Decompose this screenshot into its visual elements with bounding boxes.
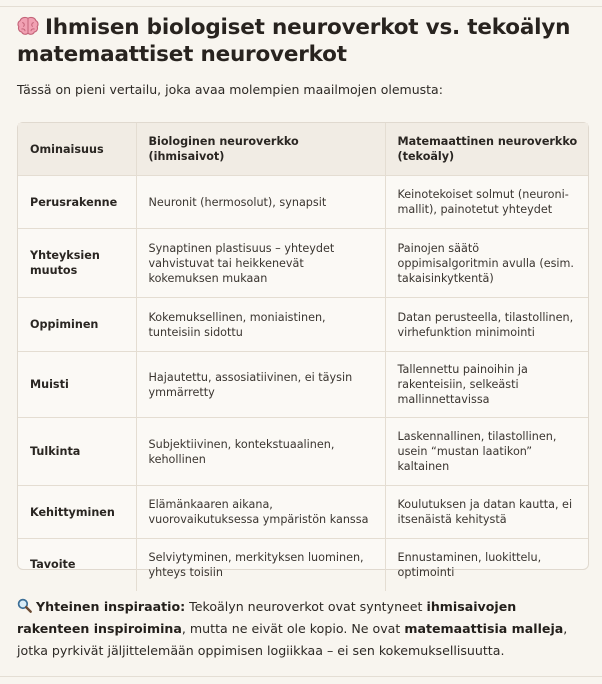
comparison-table xyxy=(17,122,589,579)
inspiration-emphasis-1: ihmisaivojen rakenteen inspiroimina xyxy=(17,599,517,636)
intro-text: Tässä on pieni vertailu, joka avaa molempien maailmojen olemusta: xyxy=(17,82,443,97)
column-header-feature: Ominaisuus xyxy=(18,123,136,176)
bottom-divider xyxy=(0,676,602,677)
biological-cell: Selviytyminen, merkityksen luominen, yhteys toisiin xyxy=(136,539,385,591)
feature-cell: Yhteyksien muutos xyxy=(18,229,136,298)
table-row xyxy=(18,298,588,352)
feature-cell: Perusrakenne xyxy=(18,176,136,229)
table-row xyxy=(18,486,588,539)
mathematical-cell: Koulutuksen ja datan kautta, ei itsenäistä kehitystä xyxy=(385,486,588,539)
column-header-biological: Biologinen neuroverkko (ihmisaivot) xyxy=(136,123,385,176)
biological-cell: Hajautettu, assosiatiivinen, ei täysin ymmärretty xyxy=(136,352,385,418)
brain-icon xyxy=(17,16,39,36)
top-divider xyxy=(0,0,602,7)
page-title-text: Ihmisen biologiset neuroverkot vs. tekoälyn matemaattiset neuroverkot xyxy=(17,15,571,67)
magnifier-icon xyxy=(17,598,32,613)
table-row xyxy=(18,176,588,229)
feature-cell: Tulkinta xyxy=(18,418,136,486)
biological-cell: Synaptinen plastisuus – yhteydet vahvistuvat tai heikkenevät kokemuksen mukaan xyxy=(136,229,385,298)
inspiration-text-1: Tekoälyn neuroverkot ovat syntyneet xyxy=(185,599,427,614)
table-row xyxy=(18,418,588,486)
mathematical-cell: Laskennallinen, tilastollinen, usein “mustan laatikon” kaltainen xyxy=(385,418,588,486)
mathematical-cell: Keinotekoiset solmut (neuroni-mallit), painotetut yhteydet xyxy=(385,176,588,229)
mathematical-cell: Ennustaminen, luokittelu, optimointi xyxy=(397,550,542,579)
inspiration-text-2: , mutta ne eivät ole kopio. Ne ovat xyxy=(181,621,405,636)
inspiration-emphasis-2: matemaattisia malleja xyxy=(404,621,564,636)
biological-cell: Subjektiivinen, kontekstuaalinen, kehollinen xyxy=(136,418,385,486)
table-row xyxy=(18,539,588,591)
mathematical-cell: Datan perusteella, tilastollinen, virhefunktion minimointi xyxy=(385,298,588,352)
column-header-mathematical: Matemaattinen neuroverkko (tekoäly) xyxy=(385,123,588,176)
feature-cell: Oppiminen xyxy=(18,298,136,352)
table-header-row xyxy=(18,123,588,176)
table-row xyxy=(18,229,588,298)
feature-cell: Kehittyminen xyxy=(18,486,136,539)
inspiration-label: Yhteinen inspiraatio: xyxy=(36,599,186,614)
table-row xyxy=(18,352,588,418)
mathematical-cell: Painojen säätö oppimisalgoritmin avulla (esim. takaisinkytkentä) xyxy=(385,229,588,298)
inspiration-text-3: , jotka pyrkivät jäljittelemään oppimisen logiikkaa – ei sen kokemuksellisuutta. xyxy=(17,621,568,658)
biological-cell: Kokemuksellinen, moniaistinen, tunteisiin sidottu xyxy=(136,298,385,352)
page-title xyxy=(17,14,587,68)
biological-cell: Neuronit (hermosolut), synapsit xyxy=(136,176,385,229)
feature-cell: Tavoite xyxy=(18,539,136,591)
inspiration-note xyxy=(17,596,589,662)
feature-cell: Muisti xyxy=(18,352,136,418)
mathematical-cell: Tallennettu painoihin ja rakenteisiin, selkeästi mallinnettavissa xyxy=(385,352,588,418)
biological-cell: Elämänkaaren aikana, vuorovaikutuksessa ympäristön kanssa xyxy=(136,486,385,539)
